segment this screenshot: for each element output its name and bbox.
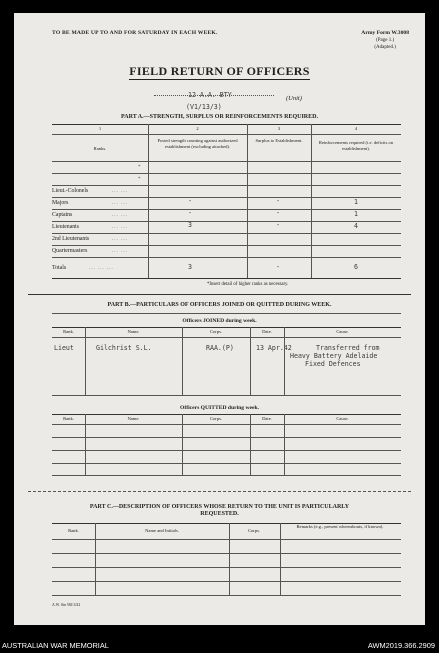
rule <box>52 245 401 246</box>
col-remarks: Remarks (e.g., present whereabouts, if known). <box>296 524 384 529</box>
unit-typed-code: (V1/13/3) <box>186 103 222 111</box>
unit-typed-name: 12 A.A. BTY <box>188 91 232 99</box>
col-divider <box>182 414 183 475</box>
rule <box>52 134 401 135</box>
rule <box>52 185 401 186</box>
totals-posted: 3 <box>188 263 192 271</box>
unit-label: (Unit) <box>286 95 302 102</box>
quitted-title: Officers QUITTED during week. <box>180 405 259 411</box>
rule <box>52 595 401 596</box>
rule <box>52 197 401 198</box>
rank-label: 2nd Lieutenants <box>52 236 90 242</box>
joined-cause: Transferred from <box>316 344 380 352</box>
rank-label: Quartermasters <box>52 248 88 254</box>
leader-dots: ... ... <box>112 225 128 230</box>
rule <box>52 313 401 314</box>
part-c-title-cont: REQUESTED. <box>200 511 239 517</box>
totals-reinf: 6 <box>354 263 358 271</box>
part-a-title: PART A.—STRENGTH, SURPLUS OR REINFORCEMENTS REQUIRED. <box>121 114 318 120</box>
section-rule <box>28 294 411 295</box>
archive-id: AWM2019.366.2909 <box>367 641 435 650</box>
unit-line <box>154 95 274 96</box>
col-divider <box>250 414 251 475</box>
rule <box>52 424 401 425</box>
joined-rank: Lieut <box>54 344 74 352</box>
rank-label: Lieutenants <box>52 224 80 230</box>
col-divider <box>229 523 230 595</box>
col-divider <box>311 124 312 278</box>
surplus-value: - <box>276 197 280 205</box>
rule <box>52 539 401 540</box>
rule <box>52 395 401 396</box>
rule <box>52 450 401 451</box>
col-corps: Corps. <box>247 528 261 533</box>
joined-name: Gilchrist S.L. <box>96 344 152 352</box>
posted-value: - <box>188 209 192 217</box>
leader-dots: ... ... ... <box>89 266 114 271</box>
surplus-value: - <box>276 209 280 217</box>
rank-label: Majors <box>52 200 69 206</box>
col-divider <box>250 327 251 395</box>
col-divider <box>148 124 149 278</box>
form-title-text: FIELD RETURN OF OFFICERS <box>129 64 310 78</box>
posted-value: 3 <box>188 221 192 229</box>
col-divider <box>280 523 281 595</box>
leader-dots: ... ... <box>112 237 128 242</box>
print-code: A.W. Stn 584 3/42 <box>52 603 81 607</box>
rule <box>52 257 401 258</box>
col-divider <box>95 523 96 595</box>
col-date: Date. <box>262 416 272 421</box>
rule <box>52 475 401 476</box>
col-corps: Corps. <box>209 416 223 421</box>
rule <box>52 233 401 234</box>
form-instruction: TO BE MADE UP TO AND FOR SATURDAY IN EACH WEEK. <box>52 30 218 36</box>
form-adapted: (Adapted.) <box>374 45 396 50</box>
joined-cause: Heavy Battery Adelaide <box>290 352 378 360</box>
form-page-number: (Page 1.) <box>376 38 395 43</box>
joined-title: Officers JOINED during week. <box>182 318 257 324</box>
leader-dots: ... ... <box>112 213 128 218</box>
part-b-title: PART B.—PARTICULARS OF OFFICERS JOINED OR QUITTED DURING WEEK. <box>107 302 332 308</box>
joined-corps: RAA.(P) <box>206 344 234 352</box>
star-marker: * <box>138 165 142 170</box>
rule <box>52 327 401 328</box>
posted-value: - <box>188 197 192 205</box>
part-a-top-rule <box>52 124 401 125</box>
col-name: Name. <box>127 329 140 334</box>
dashed-divider <box>28 491 411 492</box>
leader-dots: ... ... <box>112 249 128 254</box>
form-number-block <box>361 30 409 51</box>
col-name: Name. <box>127 416 140 421</box>
col-header-ranks: Ranks. <box>93 146 107 151</box>
col-divider <box>247 124 248 278</box>
rule <box>52 337 401 338</box>
col-number: 3 <box>277 126 281 131</box>
form-page <box>14 13 425 625</box>
rule <box>52 463 401 464</box>
reinf-value: 4 <box>354 222 358 230</box>
col-divider <box>284 327 285 395</box>
form-number: Army Form W.3008 <box>361 30 409 36</box>
col-cause: Cause. <box>336 329 349 334</box>
footnote: *Insert detail of higher ranks as necessary. <box>207 282 289 287</box>
part-a-bottom-rule <box>52 278 401 279</box>
col-header-reinforcements: Reinforcements required (i.e. deficits on establishment). <box>318 140 394 151</box>
col-divider <box>182 327 183 395</box>
star-marker: * <box>138 177 142 182</box>
totals-surplus: - <box>276 263 280 271</box>
archive-name: AUSTRALIAN WAR MEMORIAL <box>2 641 109 650</box>
col-cause: Cause. <box>336 416 349 421</box>
rule <box>52 414 401 415</box>
joined-cause: Fixed Defences <box>305 360 361 368</box>
rule <box>52 173 401 174</box>
rule <box>52 221 401 222</box>
archive-footer <box>0 640 439 653</box>
part-c-title: PART C.—DESCRIPTION OF OFFICERS WHOSE RETURN TO THE UNIT IS PARTICULARLY <box>89 504 350 510</box>
rule <box>52 553 401 554</box>
col-number: 4 <box>354 126 358 131</box>
col-rank: Rank. <box>68 528 79 533</box>
reinf-value: 1 <box>354 198 358 206</box>
col-divider <box>85 327 86 395</box>
form-title <box>14 62 425 80</box>
rule <box>52 161 401 162</box>
reinf-value: 1 <box>354 210 358 218</box>
col-divider <box>85 414 86 475</box>
col-number: 2 <box>196 126 199 131</box>
col-name-initials: Name and Initials. <box>145 528 179 533</box>
col-date: Date. <box>262 329 272 334</box>
rule <box>52 209 401 210</box>
joined-date: 13 Apr.42 <box>256 344 292 352</box>
col-header-surplus: Surplus to Establishment. <box>255 138 303 143</box>
col-rank: Rank. <box>63 416 74 421</box>
rank-label: Captains <box>52 212 73 218</box>
col-rank: Rank. <box>63 329 74 334</box>
rule <box>52 581 401 582</box>
rank-label: Lieut.-Colonels <box>52 188 89 194</box>
rule <box>52 567 401 568</box>
leader-dots: ... ... <box>112 189 128 194</box>
rule <box>52 437 401 438</box>
col-divider <box>284 414 285 475</box>
col-corps: Corps. <box>209 329 223 334</box>
col-number: 1 <box>98 126 102 131</box>
totals-label: Totals <box>52 265 67 271</box>
col-header-posted: Posted strength counting against authorized establishment (excluding attached). <box>157 138 238 149</box>
leader-dots: ... ... <box>112 201 128 206</box>
surplus-value: - <box>276 221 280 229</box>
